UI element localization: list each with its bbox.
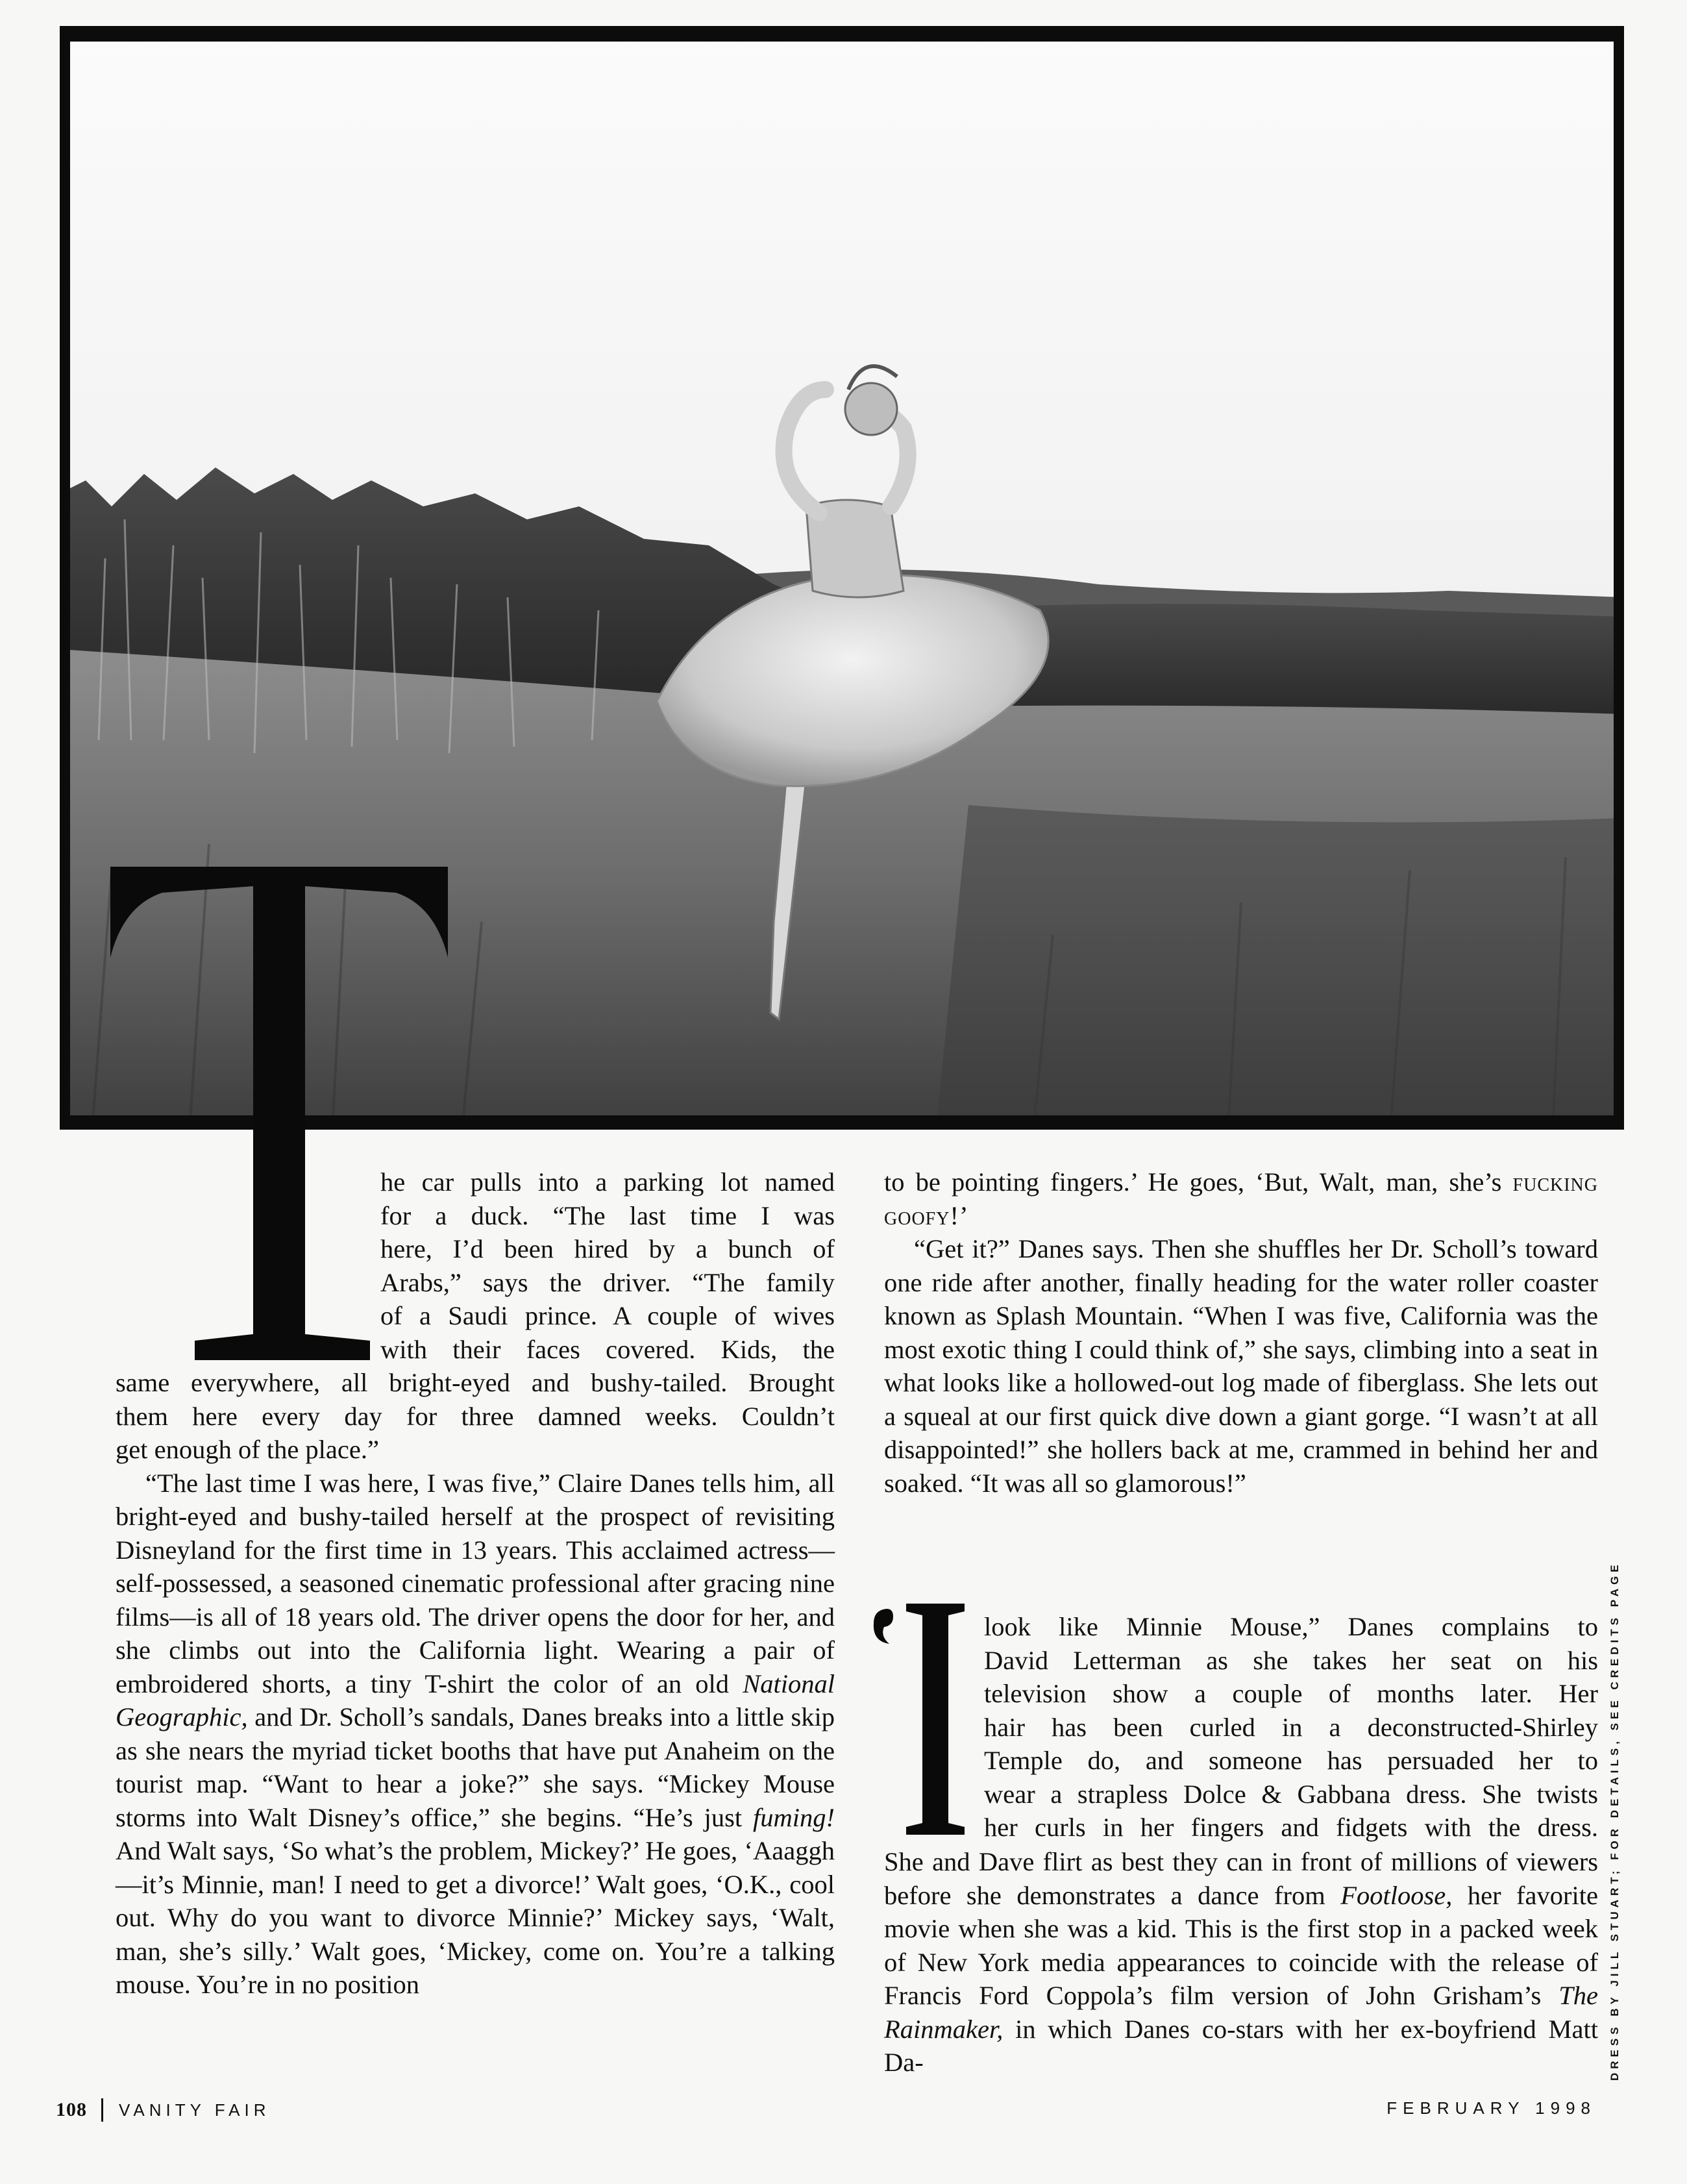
text-line: get enough of the place.” <box>116 1435 379 1464</box>
text-line: for a duck. “The last time I was <box>380 1200 835 1230</box>
photo-credit: DRESS BY JILL STUART; FOR DETAILS, SEE CREDITS PAGE <box>1608 1561 1621 2081</box>
folio <box>56 2098 271 2122</box>
divider <box>101 2098 103 2122</box>
issue-date: FEBRUARY 1998 <box>1386 2098 1596 2118</box>
text-line: look like Minnie Mouse,” Danes complains to <box>984 1612 1598 1641</box>
text-line: her curls in her fingers and fidgets with the dress. <box>984 1813 1598 1842</box>
text-line: here, I’d been hired by a bunch of <box>380 1234 835 1263</box>
text-line: them here every day for three damned weeks. Couldn’t <box>116 1401 835 1431</box>
paragraph: to be pointing fingers.’ He goes, ‘But, Walt, man, she’s fucking goofy!’ <box>884 1167 1599 1230</box>
text-line: with their faces covered. Kids, the <box>380 1334 835 1364</box>
drop-cap-i <box>867 1604 978 1837</box>
paragraph: “Get it?” Danes says. Then she shuffles her Dr. Scholl’s toward one ride after another, finally heading for the water roller coaster known as Splash Mountain. “When I was five, California was the most exotic thing I could think of,” she says, climbing into a seat in what looks like a hollowed-out log made of fiberglass. She lets out a squeal at our first quick dive down a giant gorge. “I wasn’t at all disappointed!” she hollers back at me, crammed in behind her and soaked. “It was all so glamorous!” <box>884 1234 1598 1498</box>
text-line: Arabs,” says the driver. “The family <box>380 1267 835 1297</box>
text-line: he car pulls into a parking lot named <box>380 1167 835 1197</box>
text-line: hair has been curled in a deconstructed-Shirley <box>984 1712 1598 1742</box>
article-column-1-intro <box>380 1165 835 1366</box>
article-column-2-continued <box>884 1845 1598 2079</box>
article-column-2-section <box>984 1610 1598 1844</box>
text-line: television show a couple of months later. Her <box>984 1679 1598 1708</box>
text-line: same everywhere, all bright-eyed and bushy-tailed. Brought <box>116 1368 835 1397</box>
paragraph: “The last time I was here, I was five,” Claire Danes tells him, all bright-eyed and bushy-tailed herself at the prospect of revisiting Disneyland for the first time in 13 years. This acclaimed actress—self-possessed, a seasoned cinematic professional after gracing nine films—is all of 18 years old. The driver opens the door for her, and she climbs out into the California light. Wearing a pair of embroidered shorts, a tiny T-shirt the color of an old National Geographic, and Dr. Scholl’s sandals, Danes breaks into a little skip as she nears the myriad ticket booths that have put Anaheim on the tourist map. “Want to hear a joke?” she says. “Mickey Mouse storms into Walt Disney’s office,” she begins. “He’s just fuming! And Walt says, ‘So what’s the problem, Mickey?’ He goes, ‘Aaaggh—it’s Minnie, man! I need to get a divorce!’ Walt goes, ‘O.K., cool out. Why do you want to divorce Minnie?’ Mickey says, ‘Walt, man, she’s silly.’ Walt goes, ‘Mickey, come on. You’re a talking mouse. You’re in no position <box>116 1468 835 1999</box>
page-number: 108 <box>56 2099 87 2120</box>
article-column-2 <box>884 1165 1598 1500</box>
text-line: Temple do, and someone has persuaded her to <box>984 1746 1598 1775</box>
article-column-1 <box>116 1366 835 2002</box>
text-line: wear a strapless Dolce & Gabbana dress. She twists <box>984 1779 1598 1809</box>
text-line: of a Saudi prince. A couple of wives <box>380 1301 835 1330</box>
text-line: David Letterman as she takes her seat on his <box>984 1645 1598 1675</box>
paragraph: She and Dave flirt as best they can in front of millions of viewers before she demonstrates a dance from Footloose, her favorite movie when she was a kid. This is the first stop in a packed week of New York media appearances to coincide with the release of Francis Ford Coppola’s film version of John Grisham’s The Rainmaker, in which Danes co-stars with her ex-boyfriend Matt Da- <box>884 1847 1599 2077</box>
magazine-name: VANITY FAIR <box>119 2100 271 2120</box>
